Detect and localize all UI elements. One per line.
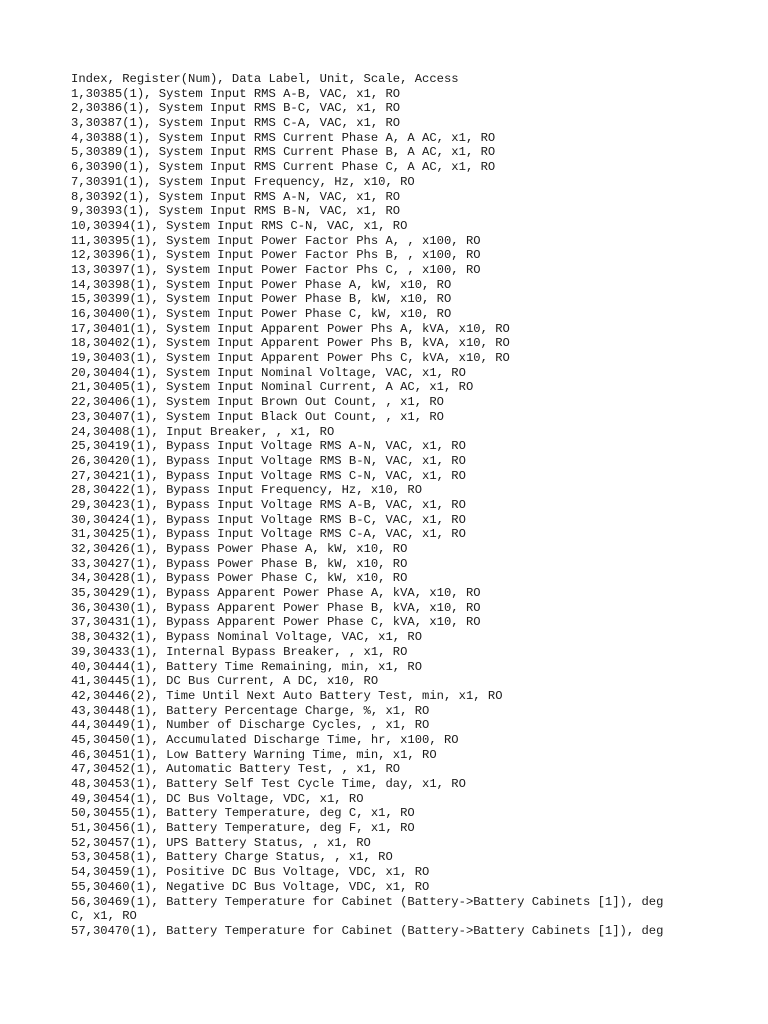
register-row: 34,30428(1), Bypass Power Phase C, kW, x10, RO — [71, 571, 408, 586]
register-row: 37,30431(1), Bypass Apparent Power Phase C, kVA, x10, RO — [71, 615, 481, 630]
register-row: 45,30450(1), Accumulated Discharge Time, hr, x100, RO — [71, 732, 459, 747]
register-row: 17,30401(1), System Input Apparent Power Phs A, kVA, x10, RO — [71, 321, 510, 336]
register-row: 3,30387(1), System Input RMS C-A, VAC, x1, RO — [71, 116, 401, 131]
register-row: 56,30469(1), Battery Temperature for Cabinet (Battery->Battery Cabinets [1]), deg — [71, 894, 664, 909]
register-row: 53,30458(1), Battery Charge Status, , x1, RO — [71, 850, 393, 865]
register-row: 54,30459(1), Positive DC Bus Voltage, VDC, x1, RO — [71, 865, 430, 880]
register-row: 15,30399(1), System Input Power Phase B, kW, x10, RO — [71, 292, 452, 307]
register-row: 2,30386(1), System Input RMS B-C, VAC, x1, RO — [71, 101, 401, 116]
register-row: 48,30453(1), Battery Self Test Cycle Time, day, x1, RO — [71, 777, 466, 791]
register-row: 35,30429(1), Bypass Apparent Power Phase A, kVA, x10, RO — [71, 586, 481, 601]
register-row: 50,30455(1), Battery Temperature, deg C, x1, RO — [71, 806, 415, 821]
header-row: Index, Register(Num), Data Label, Unit, Scale, Access — [71, 72, 459, 86]
register-row: 12,30396(1), System Input Power Factor Phs B, , x100, RO — [71, 248, 481, 263]
register-row: 49,30454(1), DC Bus Voltage, VDC, x1, RO — [71, 791, 364, 806]
register-row: 13,30397(1), System Input Power Factor Phs C, , x100, RO — [71, 262, 481, 277]
register-row: 6,30390(1), System Input RMS Current Phase C, A AC, x1, RO — [71, 160, 496, 175]
register-row: 57,30470(1), Battery Temperature for Cabinet (Battery->Battery Cabinets [1]), deg — [71, 923, 664, 938]
register-row: 44,30449(1), Number of Discharge Cycles, , x1, RO — [71, 718, 430, 733]
register-row: 19,30403(1), System Input Apparent Power Phs C, kVA, x10, RO — [71, 351, 510, 366]
register-row: 29,30423(1), Bypass Input Voltage RMS A-B, VAC, x1, RO — [71, 497, 466, 512]
register-row: 4,30388(1), System Input RMS Current Phase A, A AC, x1, RO — [71, 130, 496, 145]
register-row: 33,30427(1), Bypass Power Phase B, kW, x10, RO — [71, 556, 408, 571]
register-row: 31,30425(1), Bypass Input Voltage RMS C-A, VAC, x1, RO — [71, 527, 466, 542]
register-row: 5,30389(1), System Input RMS Current Phase B, A AC, x1, RO — [71, 145, 496, 160]
register-row: 20,30404(1), System Input Nominal Voltage, VAC, x1, RO — [71, 365, 466, 380]
register-row: 24,30408(1), Input Breaker, , x1, RO — [71, 424, 335, 439]
register-row: 16,30400(1), System Input Power Phase C, kW, x10, RO — [71, 307, 452, 321]
register-list — [71, 72, 711, 939]
register-row: 42,30446(2), Time Until Next Auto Battery Test, min, x1, RO — [71, 688, 503, 703]
register-row: 21,30405(1), System Input Nominal Current, A AC, x1, RO — [71, 380, 474, 395]
register-row: 9,30393(1), System Input RMS B-N, VAC, x1, RO — [71, 204, 401, 219]
register-row: 55,30460(1), Negative DC Bus Voltage, VDC, x1, RO — [71, 879, 430, 894]
register-row: 38,30432(1), Bypass Nominal Voltage, VAC, x1, RO — [71, 630, 423, 645]
register-row: 11,30395(1), System Input Power Factor Phs A, , x100, RO — [71, 233, 481, 248]
register-row: 7,30391(1), System Input Frequency, Hz, x10, RO — [71, 174, 415, 189]
register-row: 47,30452(1), Automatic Battery Test, , x1, RO — [71, 762, 401, 777]
register-row: 26,30420(1), Bypass Input Voltage RMS B-N, VAC, x1, RO — [71, 453, 466, 468]
register-row: 8,30392(1), System Input RMS A-N, VAC, x1, RO — [71, 189, 401, 204]
register-row: 51,30456(1), Battery Temperature, deg F, x1, RO — [71, 821, 415, 836]
register-row: 1,30385(1), System Input RMS A-B, VAC, x1, RO — [71, 86, 401, 101]
register-row: 14,30398(1), System Input Power Phase A, kW, x10, RO — [71, 277, 452, 292]
register-row: 41,30445(1), DC Bus Current, A DC, x10, RO — [71, 674, 379, 689]
register-row: 40,30444(1), Battery Time Remaining, min, x1, RO — [71, 659, 423, 674]
register-row: 46,30451(1), Low Battery Warning Time, min, x1, RO — [71, 747, 437, 762]
register-row: 28,30422(1), Bypass Input Frequency, Hz, x10, RO — [71, 483, 423, 498]
register-row: C, x1, RO — [71, 909, 137, 924]
register-row: 36,30430(1), Bypass Apparent Power Phase B, kVA, x10, RO — [71, 600, 481, 615]
register-row: 22,30406(1), System Input Brown Out Count, , x1, RO — [71, 395, 444, 410]
register-row: 32,30426(1), Bypass Power Phase A, kW, x10, RO — [71, 542, 408, 556]
register-row: 39,30433(1), Internal Bypass Breaker, , x1, RO — [71, 644, 408, 659]
register-row: 23,30407(1), System Input Black Out Count, , x1, RO — [71, 409, 444, 424]
register-row: 10,30394(1), System Input RMS C-N, VAC, x1, RO — [71, 218, 408, 233]
register-row: 52,30457(1), UPS Battery Status, , x1, RO — [71, 835, 371, 850]
register-row: 43,30448(1), Battery Percentage Charge, %, x1, RO — [71, 703, 430, 718]
register-row: 25,30419(1), Bypass Input Voltage RMS A-N, VAC, x1, RO — [71, 439, 466, 454]
register-row: 27,30421(1), Bypass Input Voltage RMS C-N, VAC, x1, RO — [71, 468, 466, 483]
register-row: 30,30424(1), Bypass Input Voltage RMS B-C, VAC, x1, RO — [71, 512, 466, 527]
register-row: 18,30402(1), System Input Apparent Power Phs B, kVA, x10, RO — [71, 336, 510, 351]
